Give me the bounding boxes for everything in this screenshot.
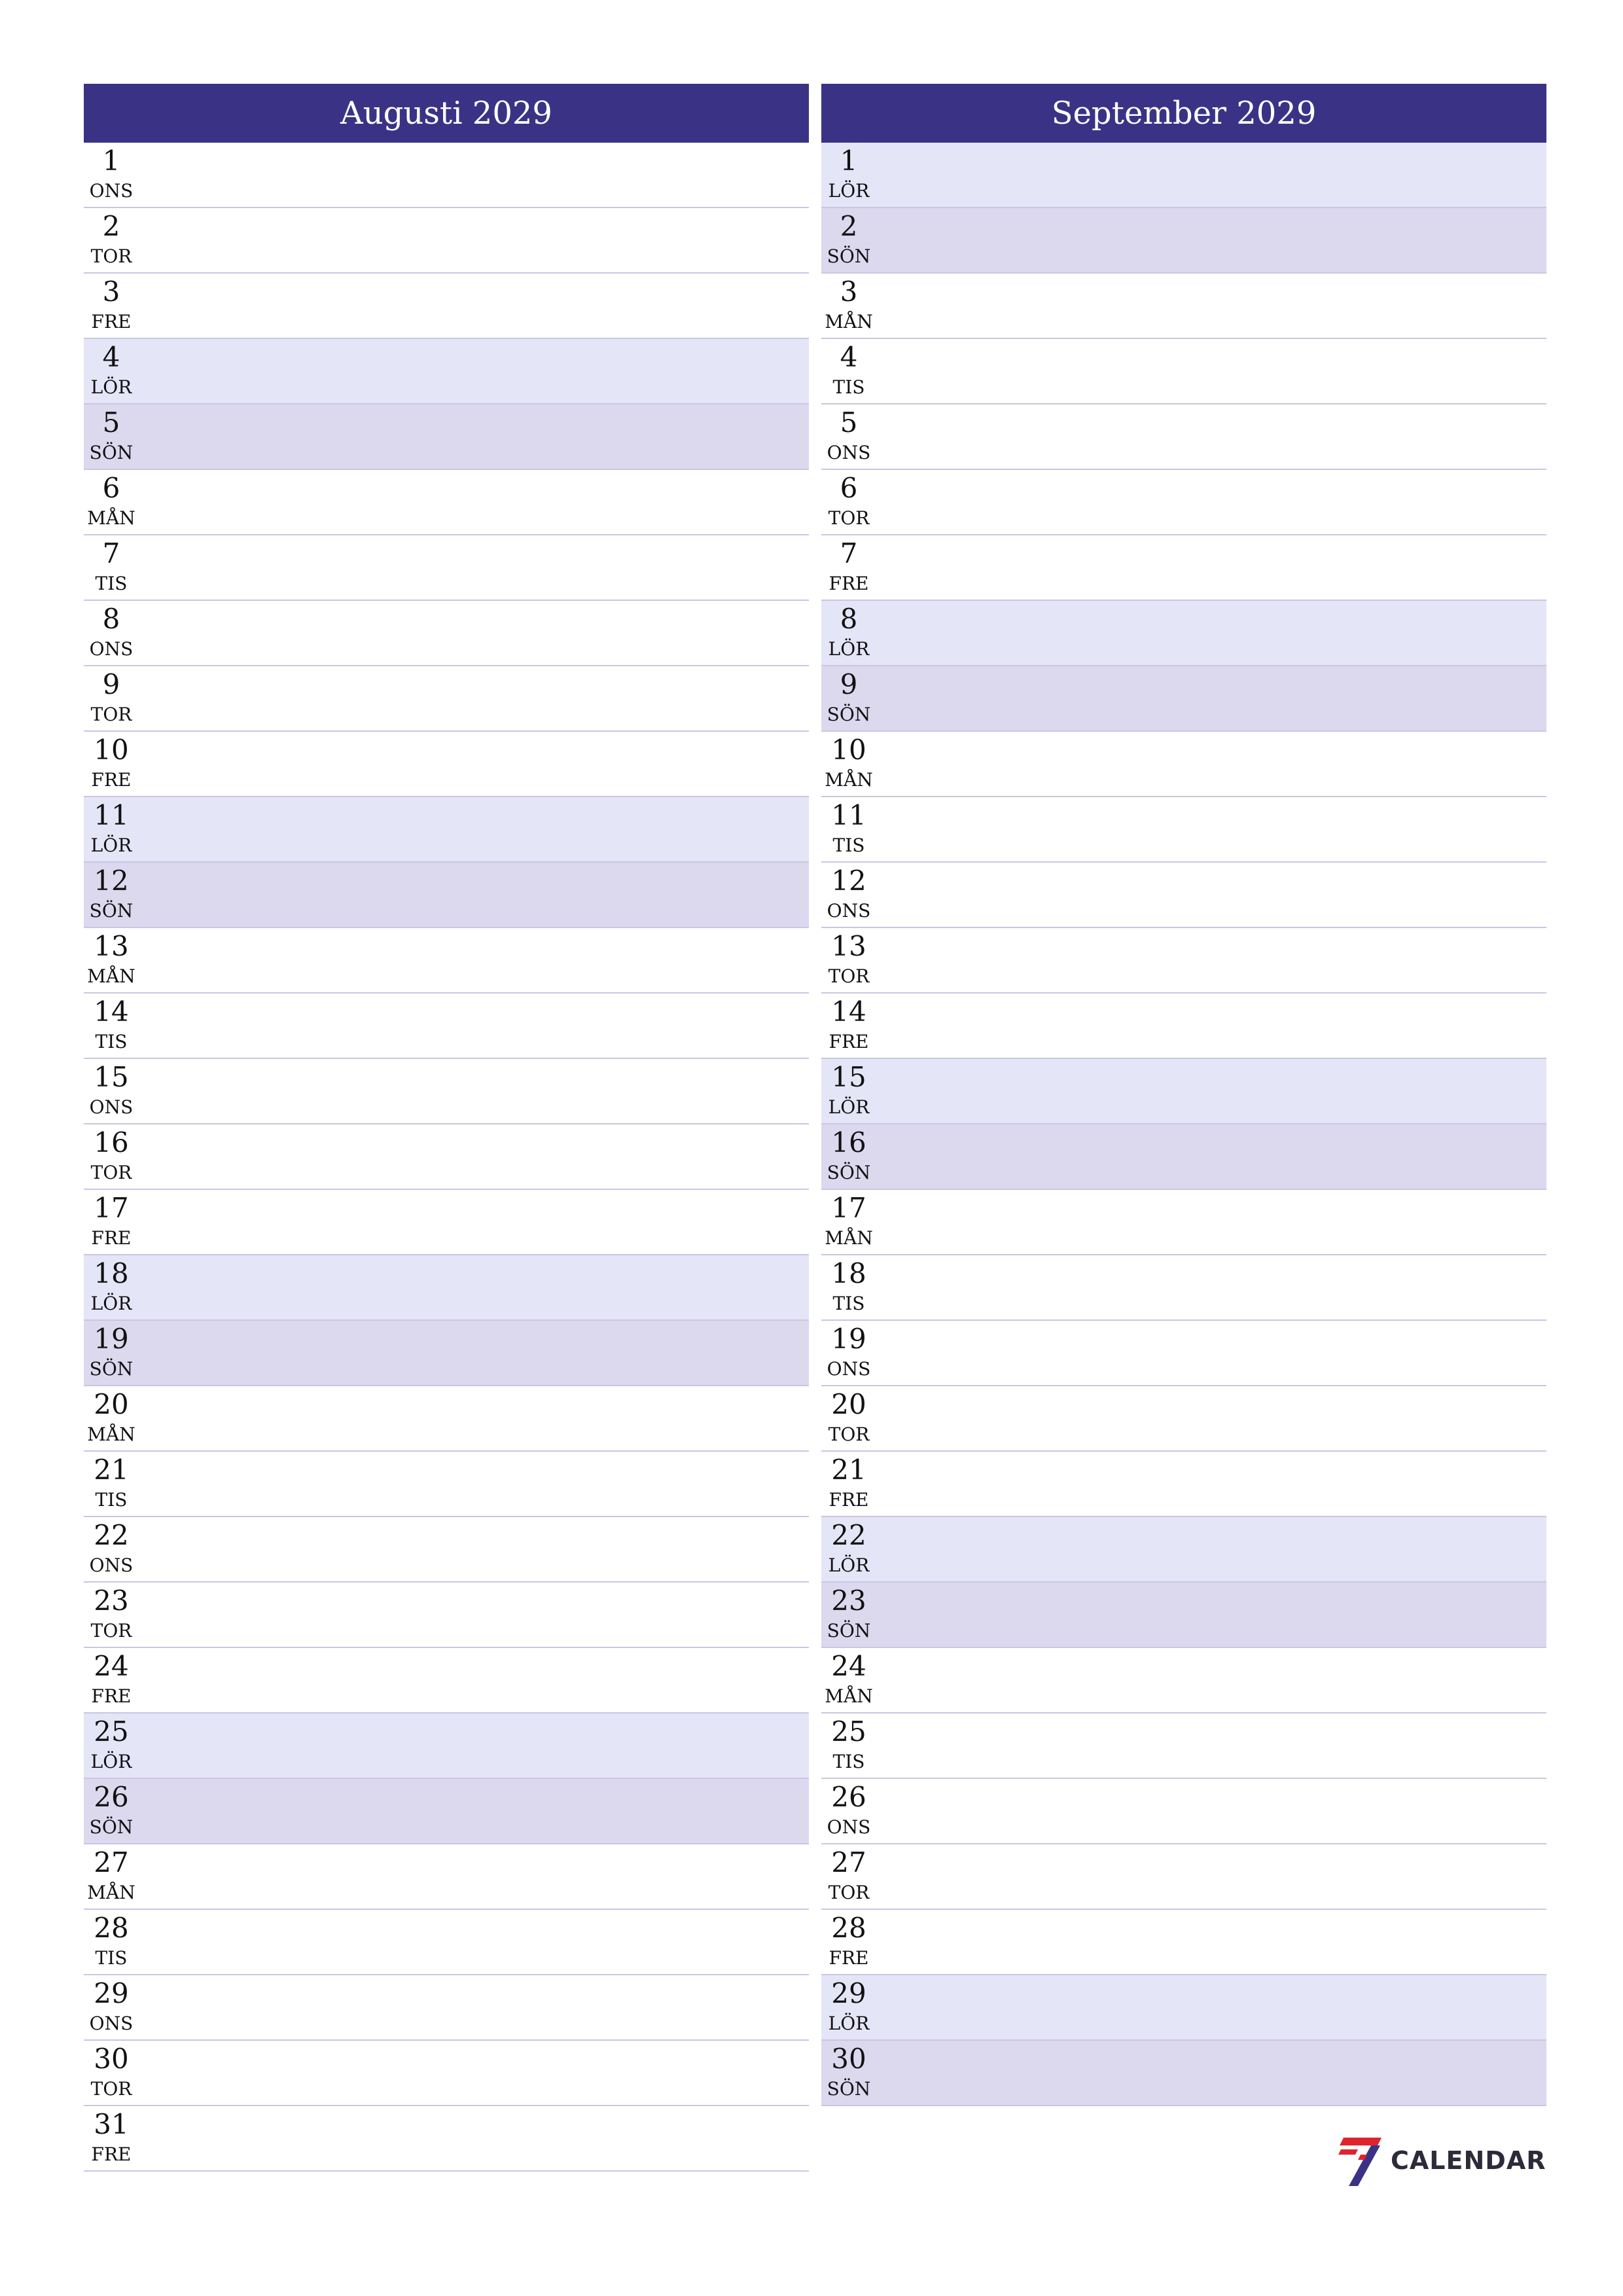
day-row [821,797,1546,863]
day-row [821,143,1546,208]
day-weekday: MÅN [825,769,873,791]
day-number: 7 [840,537,858,569]
day-number: 15 [831,1061,866,1093]
day-number: 5 [840,406,858,439]
day-weekday: TOR [90,2078,132,2100]
day-row [84,732,809,797]
day-row [84,1124,809,1190]
day-row [821,601,1546,666]
day-row [84,208,809,274]
day-number: 26 [94,1781,129,1813]
day-row [821,404,1546,470]
day-row [821,1386,1546,1452]
day-weekday: MÅN [87,1882,135,1903]
day-row [821,1648,1546,1713]
day-row [821,1975,1546,2041]
day-row [821,1255,1546,1321]
day-row [84,1713,809,1779]
day-weekday: SÖN [89,1358,134,1380]
day-row [821,1583,1546,1648]
day-number: 13 [831,930,866,962]
day-weekday: TOR [828,507,870,529]
day-row [821,1910,1546,1975]
day-weekday: ONS [827,1358,871,1380]
day-row [821,1321,1546,1386]
day-number: 8 [102,603,120,635]
day-row [84,1059,809,1124]
day-number: 16 [94,1126,129,1158]
day-row [84,2041,809,2106]
day-row [821,1059,1546,1124]
day-row [821,1452,1546,1517]
day-number: 22 [94,1519,129,1551]
day-weekday: ONS [827,1816,871,1838]
brand-logo [1338,2132,1548,2191]
day-row [821,1844,1546,1910]
day-weekday: TIS [95,1947,128,1969]
day-weekday: TIS [832,1751,865,1772]
day-weekday: FRE [829,1947,869,1969]
day-number: 17 [831,1192,866,1224]
day-weekday: SÖN [89,900,134,922]
day-number: 12 [94,865,129,897]
day-row [821,2041,1546,2106]
day-number: 30 [94,2043,129,2075]
day-weekday: ONS [89,1096,134,1118]
day-weekday: SÖN [89,442,134,463]
day-row [84,1779,809,1844]
day-number: 13 [94,930,129,962]
day-row [84,1386,809,1452]
day-row [821,1779,1546,1844]
day-number: 9 [102,668,120,700]
day-weekday: ONS [827,442,871,463]
day-number: 29 [831,1977,866,2009]
day-row [821,994,1546,1059]
day-number: 3 [840,276,858,308]
day-row [84,143,809,208]
day-weekday: FRE [829,1031,869,1052]
day-weekday: TIS [95,573,128,594]
day-number: 10 [831,734,866,766]
day-weekday: ONS [89,1554,134,1576]
day-number: 12 [831,865,866,897]
day-weekday: LÖR [90,1751,132,1772]
day-weekday: SÖN [89,1816,134,1838]
day-number: 28 [94,1912,129,1944]
day-list [84,143,809,2172]
day-row [821,339,1546,404]
day-weekday: SÖN [827,1162,871,1183]
day-row [84,1583,809,1648]
day-number: 19 [831,1323,866,1355]
day-row [821,666,1546,732]
day-weekday: TOR [828,1882,870,1903]
day-number: 2 [102,210,120,242]
day-row [84,797,809,863]
day-weekday: LÖR [828,1096,870,1118]
day-weekday: ONS [89,180,134,202]
day-number: 15 [94,1061,129,1093]
day-number: 21 [831,1454,866,1486]
day-weekday: TOR [828,965,870,987]
day-row [821,274,1546,339]
day-number: 1 [840,145,858,177]
day-weekday: ONS [89,638,134,660]
day-number: 18 [831,1257,866,1289]
day-weekday: SÖN [827,1620,871,1641]
day-list [821,143,1546,2106]
day-number: 27 [94,1846,129,1878]
day-number: 14 [94,996,129,1028]
day-number: 24 [94,1650,129,1682]
day-number: 5 [102,406,120,439]
day-number: 22 [831,1519,866,1551]
day-weekday: MÅN [87,965,135,987]
day-weekday: ONS [89,2013,134,2034]
day-row [821,732,1546,797]
day-row [84,1190,809,1255]
day-weekday: TIS [832,376,865,398]
day-number: 27 [831,1846,866,1878]
day-weekday: TIS [95,1031,128,1052]
day-weekday: FRE [91,769,132,791]
day-number: 2 [840,210,858,242]
day-row [821,1517,1546,1583]
day-weekday: SÖN [827,704,871,725]
month-title: September 2029 [821,84,1546,143]
day-row [84,274,809,339]
day-weekday: LÖR [828,2013,870,2034]
day-number: 4 [102,341,120,373]
day-weekday: MÅN [87,507,135,529]
day-number: 28 [831,1912,866,1944]
day-number: 11 [831,799,866,831]
day-number: 31 [94,2108,129,2140]
day-number: 1 [102,145,120,177]
day-number: 19 [94,1323,129,1355]
day-number: 6 [840,472,858,504]
day-row [84,339,809,404]
day-weekday: LÖR [828,638,870,660]
day-number: 7 [102,537,120,569]
day-row [821,1124,1546,1190]
day-weekday: FRE [91,2144,132,2165]
day-weekday: TOR [828,1424,870,1445]
day-number: 30 [831,2043,866,2075]
month-title: Augusti 2029 [84,84,809,143]
day-weekday: TIS [95,1489,128,1511]
seven-logo-icon [1338,2135,1384,2187]
day-number: 16 [831,1126,866,1158]
day-weekday: TOR [90,1620,132,1641]
day-weekday: TIS [832,1293,865,1314]
day-row [84,863,809,928]
day-number: 18 [94,1257,129,1289]
day-number: 6 [102,472,120,504]
day-row [84,2106,809,2172]
day-number: 3 [102,276,120,308]
day-weekday: LÖR [90,376,132,398]
day-row [84,1452,809,1517]
day-weekday: MÅN [825,1685,873,1707]
day-weekday: SÖN [827,2078,871,2100]
day-number: 25 [94,1715,129,1748]
day-row [84,1255,809,1321]
day-weekday: FRE [91,311,132,332]
day-row [84,535,809,601]
day-number: 10 [94,734,129,766]
brand-text: CALENDAR [1391,2146,1546,2175]
day-row [821,1190,1546,1255]
day-row [821,535,1546,601]
day-number: 20 [831,1388,866,1420]
day-weekday: FRE [91,1227,132,1249]
day-number: 23 [831,1585,866,1617]
day-row [821,863,1546,928]
day-number: 26 [831,1781,866,1813]
day-weekday: TOR [90,1162,132,1183]
day-weekday: MÅN [825,311,873,332]
day-row [821,470,1546,535]
day-weekday: FRE [829,573,869,594]
day-number: 24 [831,1650,866,1682]
day-row [84,1975,809,2041]
day-row [84,1648,809,1713]
day-number: 23 [94,1585,129,1617]
day-row [84,994,809,1059]
day-weekday: ONS [827,900,871,922]
day-weekday: LÖR [90,834,132,856]
day-row [84,601,809,666]
day-number: 17 [94,1192,129,1224]
month-august [84,84,809,2172]
day-row [84,404,809,470]
day-number: 21 [94,1454,129,1486]
day-weekday: LÖR [828,180,870,202]
day-weekday: LÖR [828,1554,870,1576]
day-row [84,928,809,994]
day-row [84,1844,809,1910]
day-weekday: TIS [832,834,865,856]
day-weekday: TOR [90,245,132,267]
day-number: 29 [94,1977,129,2009]
day-row [84,470,809,535]
day-number: 11 [94,799,129,831]
day-weekday: MÅN [825,1227,873,1249]
day-row [84,1910,809,1975]
day-weekday: FRE [91,1685,132,1707]
day-number: 4 [840,341,858,373]
day-row [84,1321,809,1386]
day-number: 25 [831,1715,866,1748]
day-weekday: MÅN [87,1424,135,1445]
day-weekday: TOR [90,704,132,725]
day-weekday: SÖN [827,245,871,267]
day-row [84,666,809,732]
day-weekday: LÖR [90,1293,132,1314]
day-number: 14 [831,996,866,1028]
day-number: 9 [840,668,858,700]
day-weekday: FRE [829,1489,869,1511]
day-row [84,1517,809,1583]
month-september [821,84,1546,2106]
day-number: 20 [94,1388,129,1420]
day-number: 8 [840,603,858,635]
day-row [821,1713,1546,1779]
day-row [821,208,1546,274]
day-row [821,928,1546,994]
